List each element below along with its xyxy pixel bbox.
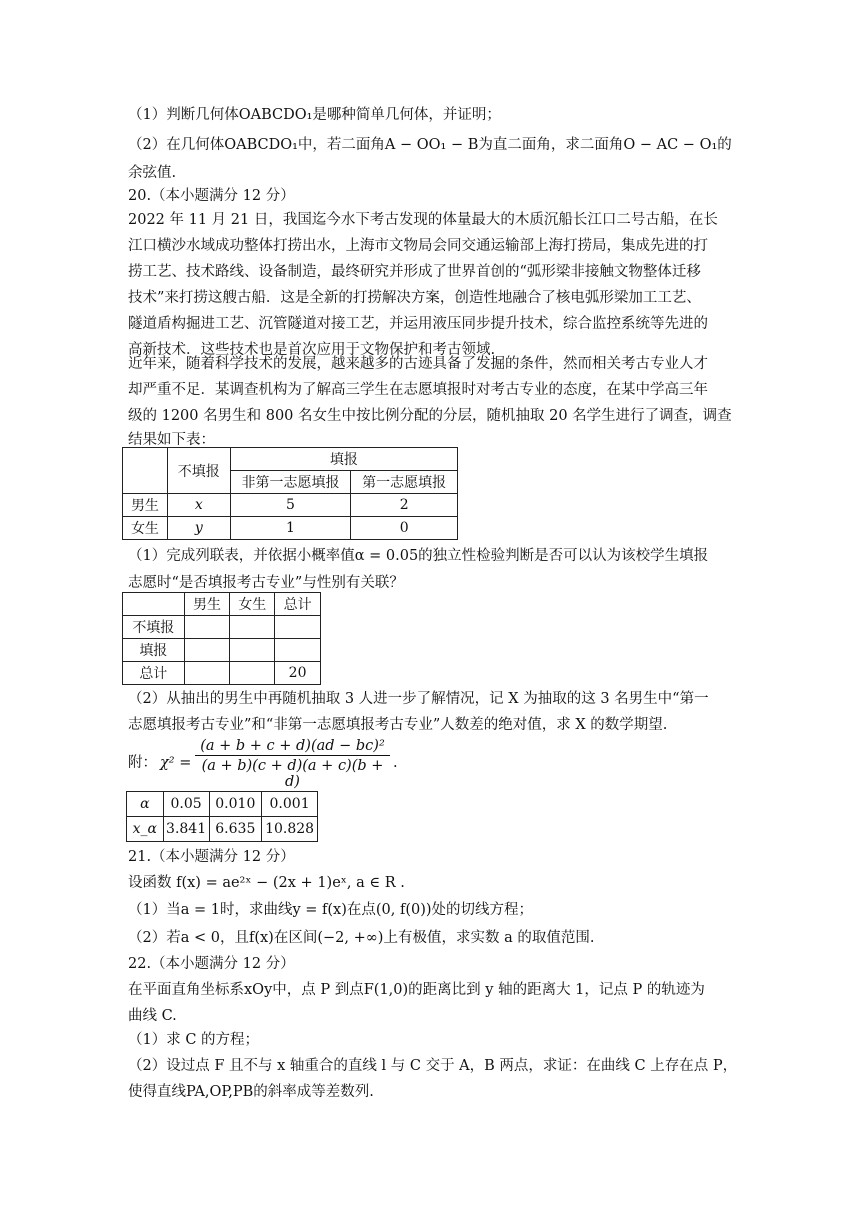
contingency-cell <box>184 662 230 685</box>
survey-cell: 2 <box>351 494 458 517</box>
contingency-row-label: 总计 <box>123 662 185 685</box>
q19-part2: （2）在几何体OABCDO₁中，若二面角A − OO₁ − B为直二面角，求二面角O − AC − O₁的 <box>128 137 732 153</box>
contingency-cell <box>230 616 275 639</box>
alpha-value: 0.010 <box>209 792 262 817</box>
x-alpha-value: 6.635 <box>209 817 262 842</box>
appendix-label: 附： <box>128 755 157 771</box>
chi-square-fraction <box>195 738 390 790</box>
contingency-table <box>122 592 321 685</box>
q20-part2-line1: （2）从抽出的男生中再随机抽取 3 人进一步了解情况，记 X 为抽取的这 3 名男生中“第一 <box>128 691 709 707</box>
q21-function: 设函数 f(x) = ae²ˣ − (2x + 1)eˣ, a ∈ R . <box>128 875 405 891</box>
q20-para1-line5: 隧道盾构掘进工艺、沉管隧道对接工艺，并运用液压同步提升技术，综合监控系统等先进的 <box>128 316 708 332</box>
chi-square-end: . <box>393 755 398 771</box>
survey-cell: 5 <box>230 494 351 517</box>
chi-square-lhs: χ² = <box>160 755 192 771</box>
q21-heading: 21.（本小题满分 12 分） <box>128 849 295 865</box>
survey-table-corner <box>123 448 168 494</box>
contingency-cell <box>230 639 275 662</box>
contingency-cell <box>184 616 230 639</box>
q20-para2-line1: 近年来，随着科学技术的发展，越来越多的古迹具备了发掘的条件，然而相关考古专业人才 <box>128 356 708 372</box>
q22-part2-line1: （2）设过点 F 且不与 x 轴重合的直线 l 与 C 交于 A，B 两点，求证：在曲线 C 上存在点 P， <box>128 1058 738 1074</box>
survey-table <box>122 447 458 540</box>
contingency-total-cell: 20 <box>275 662 321 685</box>
survey-row-label: 女生 <box>123 517 168 540</box>
x-alpha-value: 10.828 <box>262 817 318 842</box>
q21-part1: （1）当a = 1时，求曲线y = f(x)在点(0, f(0))处的切线方程； <box>128 902 534 918</box>
contingency-cell <box>184 639 230 662</box>
x-alpha-label: x_α <box>127 817 164 842</box>
q20-para1-line2: 江口横沙水域成功整体打捞出水，上海市文物局会同交通运输部上海打捞局，集成先进的打 <box>128 238 708 254</box>
survey-row-label: 男生 <box>123 494 168 517</box>
q22-part2-line2: 使得直线PA,OP,PB的斜率成等差数列. <box>128 1084 374 1100</box>
q20-para1-line3: 捞工艺、技术路线、设备制造，最终研究并形成了世界首创的“弧形梁非接触文物整体迁移 <box>128 264 701 280</box>
contingency-cell <box>230 662 275 685</box>
survey-header-first: 第一志愿填报 <box>351 471 458 494</box>
alpha-value: 0.05 <box>163 792 209 817</box>
contingency-header: 总计 <box>275 593 321 616</box>
alpha-label: α <box>127 792 164 817</box>
survey-header-fill: 填报 <box>230 448 457 471</box>
alpha-value: 0.001 <box>262 792 318 817</box>
q19-part1: （1）判断几何体OABCDO₁是哪种简单几何体，并证明； <box>128 107 501 123</box>
survey-cell: 0 <box>351 517 458 540</box>
q22-para-line2: 曲线 C. <box>128 1008 177 1024</box>
q19-part2-cont: 余弦值. <box>128 165 177 181</box>
q20-para2-line2: 却严重不足．某调查机构为了解高三学生在志愿填报时对考古专业的态度，在某中学高三年 <box>128 382 708 398</box>
q20-part2-line2: 志愿填报考古专业”和“非第一志愿填报考古专业”人数差的绝对值，求 X 的数学期望. <box>128 717 668 733</box>
q20-para1-line4: 技术”来打捞这艘古船．这是全新的打捞解决方案，创造性地融合了核电弧形梁加工工艺、 <box>128 290 701 306</box>
q20-para1-line1: 2022 年 11 月 21 日，我国迄今水下考古发现的体量最大的木质沉船长江口二号古船，在长 <box>128 212 718 228</box>
contingency-row-label: 填报 <box>123 639 185 662</box>
chi-square-denominator: (a + b)(c + d)(a + c)(b + d) <box>201 758 384 790</box>
x-alpha-value: 3.841 <box>163 817 209 842</box>
q21-part2: （2）若a < 0，且f(x)在区间(−2, +∞)上有极值，求实数 a 的取值范围. <box>128 930 595 946</box>
q20-part1-line1: （1）完成列联表，并依据小概率值α = 0.05的独立性检验判断是否可以认为该校学生填报 <box>128 548 709 564</box>
q20-para1-line6: 高新技术．这些技术也是首次应用于文物保护和考古领域. <box>128 342 496 358</box>
q20-para2-line4: 结果如下表： <box>128 432 215 448</box>
contingency-cell <box>275 639 321 662</box>
q22-heading: 22.（本小题满分 12 分） <box>128 956 295 972</box>
chi-square-numerator: (a + b + c + d)(ad − bc)² <box>195 738 390 756</box>
q20-para2-line3: 级的 1200 名男生和 800 名女生中按比例分配的分层，随机抽取 20 名学生进行了调查，调查 <box>128 408 732 424</box>
survey-cell: 1 <box>230 517 351 540</box>
survey-header-non-first: 非第一志愿填报 <box>230 471 351 494</box>
contingency-header: 女生 <box>230 593 275 616</box>
contingency-cell <box>275 616 321 639</box>
survey-header-not-fill: 不填报 <box>167 448 230 494</box>
q20-heading: 20.（本小题满分 12 分） <box>128 188 295 204</box>
q22-para-line1: 在平面直角坐标系xOy中，点 P 到点F(1,0)的距离比到 y 轴的距离大 1，记点 P 的轨迹为 <box>128 982 705 998</box>
contingency-header: 男生 <box>184 593 230 616</box>
critical-value-table <box>126 791 318 842</box>
contingency-row-label: 不填报 <box>123 616 185 639</box>
survey-cell: y <box>167 517 230 540</box>
q20-part1-line2: 志愿时“是否填报考古专业”与性别有关联？ <box>128 575 404 591</box>
q22-part1: （1）求 C 的方程； <box>128 1032 260 1048</box>
contingency-cell <box>123 593 185 616</box>
survey-cell: x <box>167 494 230 517</box>
